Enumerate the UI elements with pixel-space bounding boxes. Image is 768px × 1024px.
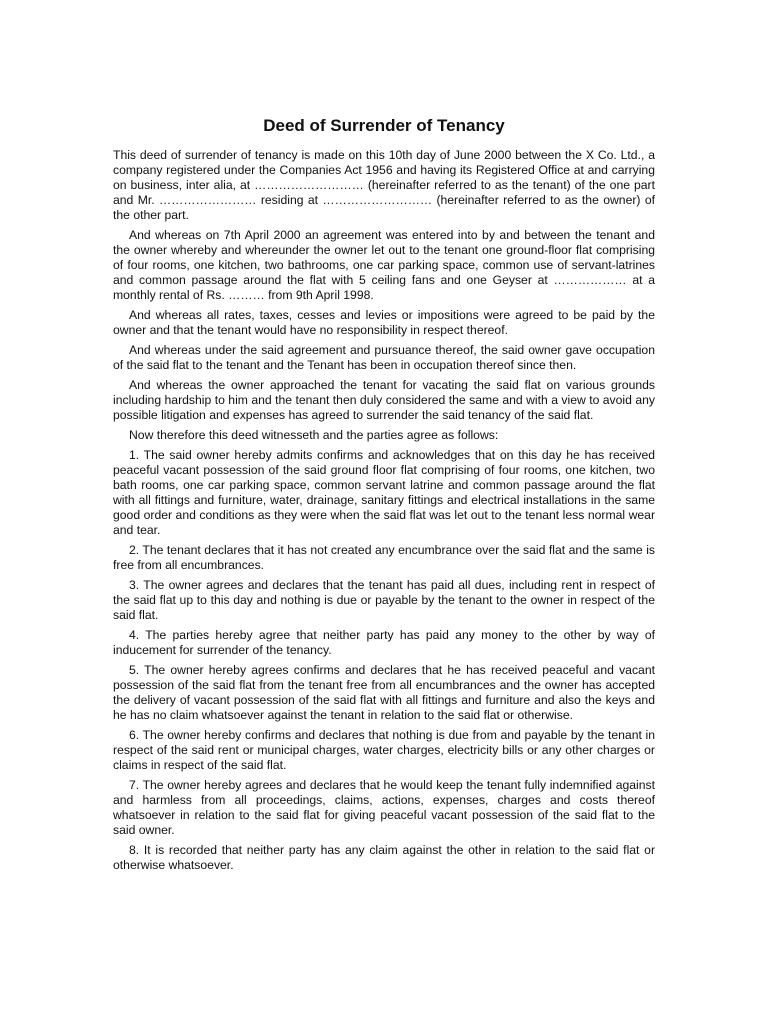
clause-1: 1. The said owner hereby admits confirms and acknowledges that on this day he has received peaceful vacant possession of the said ground floor flat comprising of four rooms, one kitchen, two bath rooms, one car parking space, common servant latrine and common passage around the flat with all fittings and furniture, water, drainage, sanitary fittings and electrical installations in the same good order and conditions as they were when the said flat was let out to the tenant less normal wear and tear. (113, 448, 655, 537)
recital-surrender: And whereas the owner approached the tenant for vacating the said flat on various grounds including hardship to him and the tenant then duly considered the same and with a view to avoid any possible litigation and expenses has agreed to surrender the said tenancy of the said flat. (113, 378, 655, 422)
recital-rates-taxes: And whereas all rates, taxes, cesses and levies or impositions were agreed to be paid by the owner and that the tenant would have no responsibility in respect thereof. (113, 308, 655, 337)
recital-agreement: And whereas on 7th April 2000 an agreement was entered into by and between the tenant and the owner whereby and whereunder the owner let out to the tenant one ground-floor flat comprising of four rooms, one kitchen, two bathrooms, one car parking space, common use of servant-latrines and common passage around the flat with 5 ceiling fans and one Geyser at ……………… at a monthly rental of Rs. ……… from 9th April 1998. (113, 228, 655, 302)
clause-7: 7. The owner hereby agrees and declares that he would keep the tenant fully indemnified against and harmless from all proceedings, claims, actions, expenses, charges and costs thereof whatsoever in relation to the said flat for giving peaceful vacant possession of the said flat to the said owner. (113, 778, 655, 837)
clause-4: 4. The parties hereby agree that neither party has paid any money to the other by way of inducement for surrender of the tenancy. (113, 628, 655, 657)
clause-6: 6. The owner hereby confirms and declares that nothing is due from and payable by the tenant in respect of the said rent or municipal charges, water charges, electricity bills or any other charges or claims in respect of the said flat. (113, 728, 655, 772)
clause-5: 5. The owner hereby agrees confirms and declares that he has received peaceful and vacant possession of the said flat from the tenant free from all encumbrances and the owner has accepted the delivery of vacant possession of the said flat with all fittings and furniture and also the keys and he has no claim whatsoever against the tenant in relation to the said flat or otherwise. (113, 663, 655, 722)
witnesseth-clause: Now therefore this deed witnesseth and the parties agree as follows: (129, 428, 499, 442)
deed-preamble: This deed of surrender of tenancy is made on this 10th day of June 2000 between the X Co. Ltd., a company registered under the Companies Act 1956 and having its Registered Office at and carrying on business, inter alia, at ……………………… (hereinafter referred to as the tenant) of the one part and Mr. …………………… residing at ……………………… (hereinafter referred to as the owner) of the other part. (113, 148, 655, 222)
clause-8: 8. It is recorded that neither party has any claim against the other in relation to the said flat or otherwise whatsoever. (113, 843, 655, 872)
clause-3: 3. The owner agrees and declares that the tenant has paid all dues, including rent in respect of the said flat up to this day and nothing is due or payable by the tenant to the owner in respect of the said flat. (113, 578, 655, 622)
recital-occupation: And whereas under the said agreement and pursuance thereof, the said owner gave occupation of the said flat to the tenant and the Tenant has been in occupation thereof since then. (113, 343, 655, 372)
clause-2: 2. The tenant declares that it has not created any encumbrance over the said flat and the same is free from all encumbrances. (113, 543, 655, 572)
document-title: Deed of Surrender of Tenancy (263, 116, 505, 135)
